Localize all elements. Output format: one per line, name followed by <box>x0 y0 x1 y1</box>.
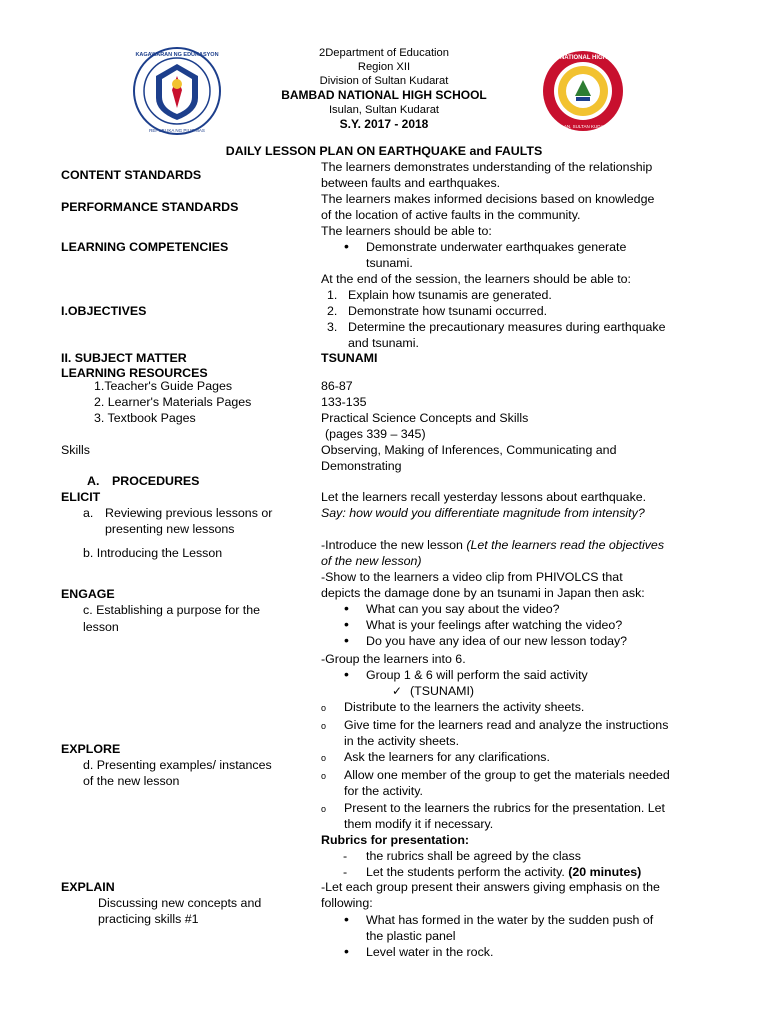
explore-d-line2: of the new lesson <box>83 774 180 788</box>
school-seal-logo <box>531 50 635 132</box>
explore-label: EXPLORE <box>61 742 121 756</box>
step-rubrics-line1: o Present to the learners the rubrics for the presentation. Let <box>344 801 665 817</box>
header-region: Region XII <box>357 61 411 73</box>
objectives-intro: At the end of the session, the learners should be able to: <box>321 272 631 286</box>
step-materials-line1: o Allow one member of the group to get the materials needed <box>344 768 670 784</box>
teachers-guide-pages: 86-87 <box>321 379 353 393</box>
elicit-activity: Let the learners recall yesterday lessons about earthquake. <box>321 490 647 504</box>
textbook-pages: (pages 339 – 345) <box>325 427 426 441</box>
objective-1-number: 1. <box>327 288 338 302</box>
intro-line1-text: -Introduce the new lesson <box>321 538 467 552</box>
objective-1: Explain how tsunamis are generated. <box>348 288 552 302</box>
step-materials-line2: for the activity. <box>344 784 423 798</box>
lesson-plan-title: DAILY LESSON PLAN ON EARTHQUAKE and FAULTS <box>225 144 543 158</box>
competency-bullet-line2: tsunami. <box>366 256 413 270</box>
competencies-intro: The learners should be able to: <box>321 224 492 238</box>
procedures-label: PROCEDURES <box>112 474 200 488</box>
school-seal-text: BAMBAD NATIONAL HIGH SCHOOL <box>531 55 635 61</box>
learning-resources-label: LEARNING RESOURCES <box>61 366 208 380</box>
learners-materials-label: 2. Learner's Materials Pages <box>94 395 252 409</box>
step-distribute: o Distribute to the learners the activity sheets. <box>344 700 584 716</box>
performance-standards-line2: of the location of active faults in the community. <box>321 208 581 222</box>
deped-seal-text: KAGAWARAN NG EDUKASYON <box>135 52 219 58</box>
step-rubrics-line2: them modify it if necessary. <box>344 817 494 831</box>
rubrics-dash-2-text: Let the students perform the activity. <box>366 865 569 879</box>
header-address: Isulan, Sultan Kudarat <box>328 104 440 116</box>
rubrics-dash-2-time: (20 minutes) <box>568 865 642 879</box>
objective-2-number: 2. <box>327 304 338 318</box>
procedures-letter: A. <box>87 474 100 488</box>
elicit-label: ELICIT <box>61 490 101 504</box>
learning-competencies-label: LEARNING COMPETENCIES <box>61 240 229 254</box>
step-give-time-line1: o Give time for the learners read and analyze the instructions <box>344 718 668 734</box>
objective-3-number: 3. <box>327 320 338 334</box>
engage-c-line1: c. Establishing a purpose for the <box>83 603 261 617</box>
rubrics-dash-1: - the rubrics shall be agreed by the class <box>366 849 581 865</box>
header-school-name: BAMBAD NATIONAL HIGH SCHOOL <box>281 88 487 102</box>
elicit-question: Say: how would you differentiate magnitude from intensity? <box>321 506 645 520</box>
explore-d-line1: d. Presenting examples/ instances <box>83 758 272 772</box>
step-give-time-line2: in the activity sheets. <box>344 734 460 748</box>
elicit-a-line1: Reviewing previous lessons or <box>105 506 273 520</box>
engage-c-line2: lesson <box>83 620 119 634</box>
explain-line1: Discussing new concepts and <box>98 896 262 910</box>
teachers-guide-label: 1.Teacher's Guide Pages <box>94 379 233 393</box>
elicit-b-label: b. Introducing the Lesson <box>83 546 223 560</box>
header-division: Division of Sultan Kudarat <box>319 75 449 87</box>
explain-bullet-1-line1: • What has formed in the water by the sudden push of <box>366 913 653 929</box>
step-clarifications: o Ask the learners for any clarifications. <box>344 750 550 766</box>
performance-standards-label: PERFORMANCE STANDARDS <box>61 200 239 214</box>
explain-bullet-2: • Level water in the rock. <box>366 945 493 961</box>
explain-activity-line1: -Let each group present their answers giving emphasis on the <box>321 880 660 894</box>
performance-standards-line1: The learners makes informed decisions based on knowledge <box>321 192 655 206</box>
content-standards-line2: between faults and earthquakes. <box>321 176 501 190</box>
question-bullet-1: • What can you say about the video? <box>366 602 560 618</box>
textbook-pages-label: 3. Textbook Pages <box>94 411 196 425</box>
explain-bullet-1-line2: the plastic panel <box>366 929 456 943</box>
skills-label: Skills <box>61 443 90 457</box>
skills-line1: Observing, Making of Inferences, Communicating and <box>321 443 617 457</box>
show-video-line2: depicts the damage done by an tsunami in Japan then ask: <box>321 586 645 600</box>
explain-activity-line2: following: <box>321 896 373 910</box>
engage-label: ENGAGE <box>61 587 115 601</box>
group-bullet: • Group 1 & 6 will perform the said activity <box>366 668 588 684</box>
deped-seal-bottom-text: REPUBLIKA NG PILIPINAS <box>149 128 205 133</box>
intro-line1-italic: (Let the learners read the objectives <box>466 538 665 552</box>
question-bullet-2: • What is your feelings after watching the video? <box>366 618 622 634</box>
explain-line2: practicing skills #1 <box>98 912 199 926</box>
rubrics-heading: Rubrics for presentation: <box>321 833 470 847</box>
skills-line2: Demonstrating <box>321 459 402 473</box>
competency-bullet-line1: • Demonstrate underwater earthquakes generate <box>366 240 626 256</box>
intro-line2: of the new lesson) <box>321 554 422 568</box>
objective-3-line2: and tsunami. <box>348 336 419 350</box>
intro-line1 <box>321 538 664 554</box>
elicit-a-letter: a. <box>83 506 94 520</box>
subject-matter-value: TSUNAMI <box>321 351 378 365</box>
header-school-year: S.Y. 2017 - 2018 <box>339 117 429 131</box>
group-learners: -Group the learners into 6. <box>321 652 466 666</box>
subject-matter-label: II. SUBJECT MATTER <box>61 351 187 365</box>
deped-seal-logo <box>132 46 222 136</box>
header-department: 2Department of Education <box>319 47 449 59</box>
elicit-a-line2: presenting new lessons <box>105 522 235 536</box>
content-standards-label: CONTENT STANDARDS <box>61 168 202 182</box>
objective-3-line1: Determine the precautionary measures during earthquake <box>348 320 666 334</box>
show-video-line1: -Show to the learners a video clip from PHIVOLCS that <box>321 570 623 584</box>
textbook-title: Practical Science Concepts and Skills <box>321 411 529 425</box>
learners-materials-pages: 133-135 <box>321 395 367 409</box>
objective-2: Demonstrate how tsunami occurred. <box>348 304 548 318</box>
group-check-item: ✓ (TSUNAMI) <box>410 684 474 700</box>
question-bullet-3: • Do you have any idea of our new lesson today? <box>366 634 627 650</box>
content-standards-line1: The learners demonstrates understanding of the relationship <box>321 160 653 174</box>
explain-label: EXPLAIN <box>61 880 115 894</box>
rubrics-dash-2 <box>366 865 641 881</box>
objectives-label: I.OBJECTIVES <box>61 304 147 318</box>
school-seal-bottom-text: ISULAN, SULTAN KUDARAT <box>553 124 613 129</box>
